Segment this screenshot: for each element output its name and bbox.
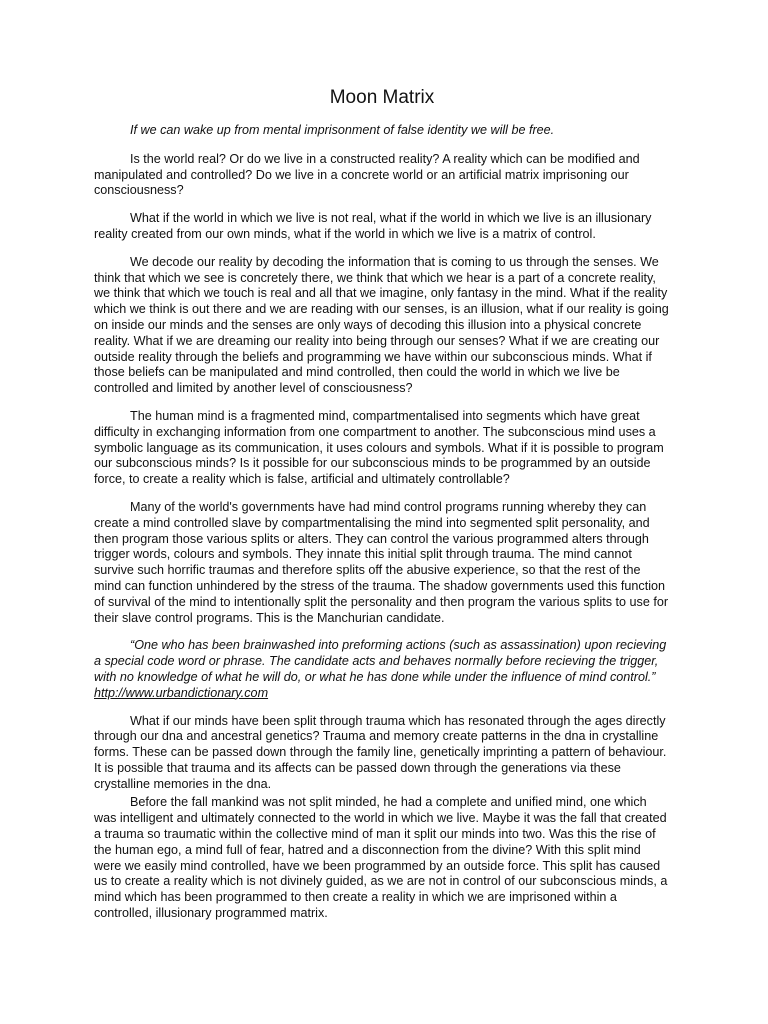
paragraph-5: Many of the world's governments have had mind control programs running whereby they can create a mind controlled slave by compartmentalising the mind into segmented split personality, and then program those various splits or alters. They can control the various programmed alters through trigger words, colours and symbols. They innate this initial split through trauma. The mind cannot survive such horrific traumas and therefore splits off the abusive experience, so that the rest of the mind can function unhindered by the stress of the trauma. The shadow governments used this function of survival of the mind to intentionally split the personality and then program the various splits to use for their slave control programs. This is the Manchurian candidate. (94, 499, 669, 625)
source-link[interactable]: http://www.urbandictionary.com (94, 685, 269, 700)
paragraph-1: Is the world real? Or do we live in a constructed reality? A reality which can be modified and manipulated and controlled? Do we live in a concrete world or an artificial matrix imprisoning our consciousness? (94, 151, 640, 198)
paragraph-3: We decode our reality by decoding the information that is coming to us through the senses. We think that which we see is concretely there, we think that which we hear is a part of a concrete reality, we think that which we touch is real and all that we imagine, only fantasy in the mind. What if the reality which we think is out there and we are reading with our senses, is an illusion, what if our reality is going on inside our minds and the senses are only ways of decoding this illusion into a physical concrete reality. What if we are dreaming our reality into being through our senses? What if we are creating our outside reality through the beliefs and programming we have within our subconscious minds. What if those beliefs can be manipulated and mind controlled, then could the world in which we live be controlled and limited by another level of consciousness? (94, 254, 669, 396)
epigraph: If we can wake up from mental imprisonment of false identity we will be free. (130, 123, 555, 137)
paragraph-6: What if our minds have been split through trauma which has resonated through the ages directly through our dna and ancestral genetics? Trauma and memory create patterns in the dna in crystalline forms. These can be passed down through the family line, genetically imprinting a pattern of behaviour. It is possible that trauma and its affects can be passed down through the generations via these crystalline memories in the dna. (94, 713, 667, 791)
quote-text: “One who has been brainwashed into preforming actions (such as assassination) upon recieving a special code word or phrase. The candidate acts and behaves normally before recieving the trigger, with no knowledge of what he will do, or what he has done while under the influence of mind control.” (94, 638, 667, 684)
paragraph-2: What if the world in which we live is not real, what if the world in which we live is an illusionary reality created from our own minds, what if the world in which we live is a matrix of control. (94, 211, 652, 241)
paragraph-4: The human mind is a fragmented mind, compartmentalised into segments which have great difficulty in exchanging information from one compartment to another. The subconscious mind uses a symbolic language as its communication, it uses colours and symbols. What if it is possible to program our subconscious minds? Is it possible for our subconscious minds to be programmed by an outside force, to create a reality which is false, artificial and ultimately controllable? (94, 408, 664, 487)
paragraph-7: Before the fall mankind was not split minded, he had a complete and unified mind, one which was intelligent and ultimately connected to the world in which we live. Maybe it was the fall that created a trauma so traumatic within the collective mind of man it split our minds into two. Was this the rise of the human ego, a mind full of fear, hatred and a disconnection from the divine? With this split mind were we easily mind controlled, have we been programmed by an outside force. This split has caused us to create a reality which is not divinely guided, as we are not in control of our subconscious minds, a mind which has been programmed to then create a reality in which we are imprisoned within a controlled, illusionary programmed matrix. (94, 795, 668, 921)
page-title: Moon Matrix (329, 87, 435, 108)
block-quote (94, 638, 670, 701)
